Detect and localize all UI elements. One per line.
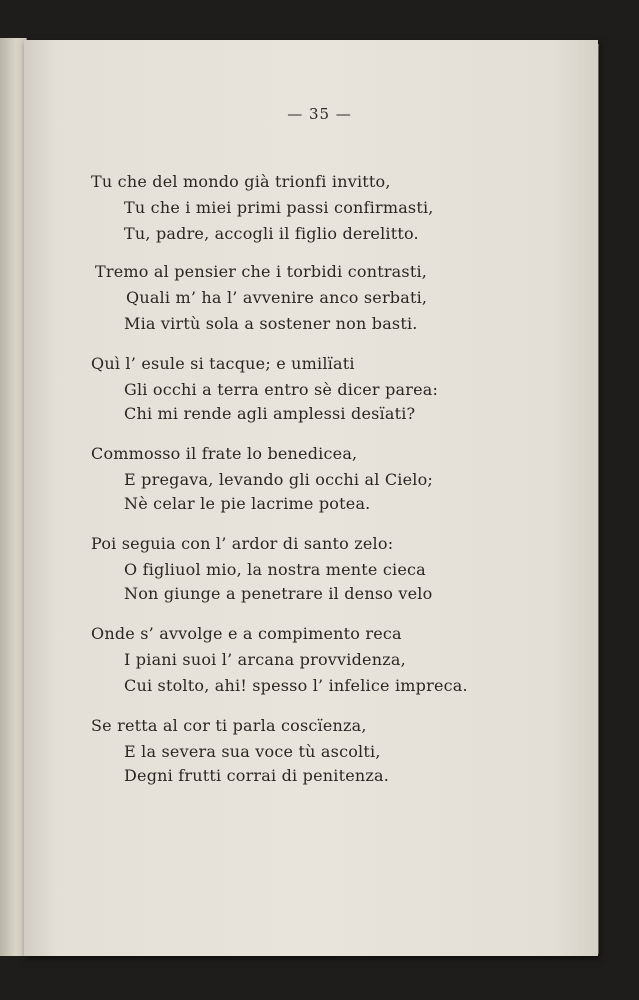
verse-line: Degni frutti corrai di penitenza. xyxy=(124,766,390,785)
verse-line: Chi mi rende agli amplessi desïati? xyxy=(124,404,416,423)
verse-line: Gli occhi a terra entro sè dicer parea: xyxy=(124,380,439,399)
verse-line: Poi seguia con l’ ardor di santo zelo: xyxy=(91,534,394,553)
verse-line: Tu, padre, accogli il figlio derelitto. xyxy=(124,224,419,243)
page-number: — 35 — xyxy=(287,105,352,123)
verse-line: Quì l’ esule si tacque; e umilïati xyxy=(91,354,355,373)
verse-line: Tu che del mondo già trionfi invitto, xyxy=(91,172,391,191)
verse-line: Tu che i miei primi passi confirmasti, xyxy=(124,198,434,217)
verse-line: Cui stolto, ahi! spesso l’ infelice impreca. xyxy=(124,676,468,695)
verse-line: O figliuol mio, la nostra mente cieca xyxy=(124,560,426,579)
verse-line: Onde s’ avvolge e a compimento reca xyxy=(91,624,402,643)
facing-page-edge xyxy=(0,38,27,956)
verse-line: E la severa sua voce tù ascolti, xyxy=(124,742,381,761)
verse-line: Commosso il frate lo benedicea, xyxy=(91,444,358,463)
verse-line: Tremo al pensier che i torbidi contrasti, xyxy=(95,262,428,281)
verse-line: E pregava, levando gli occhi al Cielo; xyxy=(124,470,434,489)
verse-line: I piani suoi l’ arcana provvidenza, xyxy=(124,650,406,669)
verse-line: Se retta al cor ti parla coscïenza, xyxy=(91,716,367,735)
verse-line: Non giunge a penetrare il denso velo xyxy=(124,584,433,603)
verse-line: Nè celar le pie lacrime potea. xyxy=(124,494,371,513)
verse-line: Quali m’ ha l’ avvenire anco serbati, xyxy=(126,288,428,307)
verse-line: Mia virtù sola a sostener non basti. xyxy=(124,314,418,333)
